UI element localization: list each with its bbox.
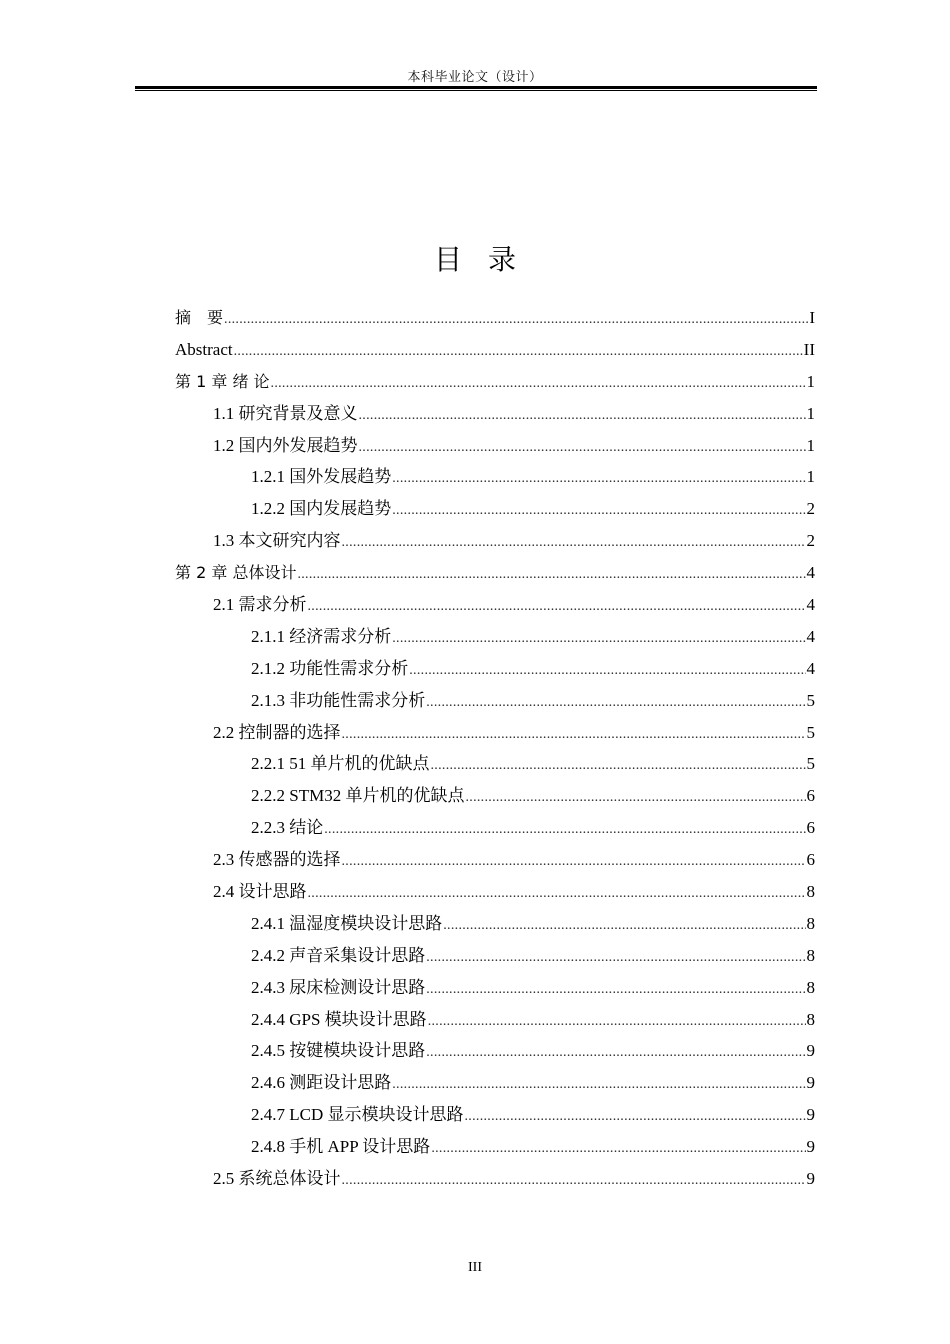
toc-entry[interactable]: [175, 525, 815, 557]
toc-entry-label: 2.4.3 尿床检测设计思路: [251, 977, 426, 997]
dot-leader: [297, 559, 805, 591]
toc-entry[interactable]: [175, 972, 815, 1004]
toc-entry-page: 8: [806, 1009, 815, 1029]
toc-entry-label: 1.2.1 国外发展趋势: [251, 467, 392, 487]
toc-entry-page: I: [809, 308, 815, 327]
dot-leader: [234, 336, 803, 368]
toc-entry-label: 2.4.1 温湿度模块设计思路: [251, 913, 443, 933]
toc-entry[interactable]: [175, 653, 815, 685]
toc-entry-label: 1.2.2 国内发展趋势: [251, 499, 392, 519]
toc-entry[interactable]: [175, 398, 815, 430]
toc-entry-label: 1.1 研究背景及意义: [213, 403, 358, 423]
toc-entry[interactable]: [175, 589, 815, 621]
toc-entry-label: 1.3 本文研究内容: [213, 531, 341, 551]
dot-leader: [392, 463, 805, 495]
toc-entry-label: Abstract: [175, 339, 233, 359]
dot-leader: [428, 1006, 806, 1038]
dot-leader: [271, 368, 806, 400]
toc-entry[interactable]: [175, 780, 815, 812]
toc-entry-label: 2.5 系统总体设计: [213, 1169, 341, 1189]
dot-leader: [324, 814, 805, 846]
toc-entry-label: 2.4.2 声音采集设计思路: [251, 945, 426, 965]
toc-entry-page: 8: [806, 882, 815, 902]
toc-entry[interactable]: [175, 557, 815, 589]
toc-entry[interactable]: [175, 621, 815, 653]
toc-entry-label: 2.2.2 STM32 单片机的优缺点: [251, 786, 465, 806]
toc-entry-label: 第 2 章 总体设计: [175, 563, 297, 583]
dot-leader: [308, 878, 806, 910]
toc-entry-page: 9: [806, 1169, 815, 1189]
dot-leader: [431, 1133, 805, 1165]
toc-title: 目录: [433, 243, 542, 276]
toc-entry-label: 2.1.2 功能性需求分析: [251, 658, 409, 678]
dot-leader: [409, 655, 805, 687]
toc-entry-page: 8: [806, 977, 815, 997]
header-rule-thin: [135, 90, 817, 91]
toc-entry-label: 2.1.3 非功能性需求分析: [251, 690, 426, 710]
toc-entry[interactable]: [175, 1131, 815, 1163]
toc-entry[interactable]: [175, 334, 815, 366]
dot-leader: [359, 400, 806, 432]
toc-entry-page: II: [803, 339, 815, 359]
toc-entry[interactable]: [175, 717, 815, 749]
toc-entry-page: 1: [806, 403, 815, 423]
toc-entry-page: 4: [806, 595, 815, 615]
toc-entry-label: 2.4.4 GPS 模块设计思路: [251, 1009, 427, 1029]
toc-entry[interactable]: [175, 461, 815, 493]
toc-entry-label: 摘 要: [175, 308, 224, 327]
toc-entry-label: 1.2 国内外发展趋势: [213, 435, 358, 455]
dot-leader: [359, 432, 806, 464]
toc-entry[interactable]: [175, 1163, 815, 1195]
dot-leader: [342, 846, 806, 878]
toc-entry[interactable]: [175, 844, 815, 876]
dot-leader: [392, 495, 805, 527]
toc-entry-label: 2.4.6 测距设计思路: [251, 1073, 392, 1093]
running-header: 本科毕业论文（设计）: [407, 69, 543, 84]
toc-entry-label: 2.4.5 按键模块设计思路: [251, 1041, 426, 1061]
dot-leader: [443, 910, 805, 942]
toc-entry[interactable]: [175, 876, 815, 908]
dot-leader: [431, 750, 806, 782]
toc-entry-page: 9: [806, 1073, 815, 1093]
dot-leader: [426, 687, 805, 719]
toc-entry-page: 5: [806, 754, 815, 774]
toc-entry[interactable]: [175, 1004, 815, 1036]
toc-entry[interactable]: [175, 748, 815, 780]
toc-entry-page: 4: [806, 563, 815, 583]
toc-entry[interactable]: [175, 366, 815, 398]
toc-entry-label: 2.1.1 经济需求分析: [251, 626, 392, 646]
toc-entry-label: 2.4.7 LCD 显示模块设计思路: [251, 1105, 464, 1125]
toc-entry-page: 9: [806, 1137, 815, 1157]
toc-entry-page: 9: [806, 1105, 815, 1125]
toc-entry-label: 2.1 需求分析: [213, 595, 307, 615]
dot-leader: [426, 974, 805, 1006]
toc-entry-label: 2.4 设计思路: [213, 882, 307, 902]
toc-entry-page: 1: [806, 467, 815, 487]
toc-entry-label: 第 1 章 绪 论: [175, 371, 270, 391]
dot-leader: [426, 1037, 805, 1069]
header-rule: [135, 86, 817, 89]
dot-leader: [426, 942, 805, 974]
toc-entry[interactable]: [175, 1035, 815, 1067]
toc-entry[interactable]: [175, 908, 815, 940]
dot-leader: [342, 719, 806, 751]
toc-entry-label: 2.2.3 结论: [251, 818, 324, 838]
page-number: III: [468, 1260, 482, 1275]
toc-entry-page: 4: [806, 658, 815, 678]
dot-leader: [342, 1165, 806, 1197]
dot-leader: [342, 527, 806, 559]
toc-entry-page: 6: [806, 818, 815, 838]
dot-leader: [308, 591, 806, 623]
toc-entry-page: 1: [806, 371, 815, 391]
toc-entry-page: 6: [806, 786, 815, 806]
toc-entry-label: 2.2.1 51 单片机的优缺点: [251, 754, 430, 774]
dot-leader: [224, 304, 808, 336]
dot-leader: [465, 1101, 806, 1133]
toc-entry-page: 6: [806, 850, 815, 870]
toc-entry[interactable]: [175, 302, 815, 334]
toc-entry-label: 2.2 控制器的选择: [213, 722, 341, 742]
toc-entry-label: 2.3 传感器的选择: [213, 850, 341, 870]
toc-entry[interactable]: [175, 812, 815, 844]
toc-entry[interactable]: [175, 1067, 815, 1099]
toc-entry-page: 4: [806, 626, 815, 646]
toc-entry[interactable]: [175, 493, 815, 525]
toc-entry-page: 2: [806, 499, 815, 519]
toc-entry-page: 2: [806, 531, 815, 551]
dot-leader: [392, 623, 805, 655]
toc-entry-page: 8: [806, 945, 815, 965]
toc-entry-page: 8: [806, 913, 815, 933]
toc-entry-page: 5: [806, 722, 815, 742]
toc-entry[interactable]: [175, 685, 815, 717]
toc-entry-page: 9: [806, 1041, 815, 1061]
dot-leader: [392, 1069, 805, 1101]
toc-entry[interactable]: [175, 430, 815, 462]
dot-leader: [465, 782, 805, 814]
toc-entry-label: 2.4.8 手机 APP 设计思路: [251, 1137, 431, 1157]
toc-entry[interactable]: [175, 940, 815, 972]
toc-entry-page: 1: [806, 435, 815, 455]
toc-entry-page: 5: [806, 690, 815, 710]
table-of-contents: [175, 302, 815, 1195]
toc-entry[interactable]: [175, 1099, 815, 1131]
